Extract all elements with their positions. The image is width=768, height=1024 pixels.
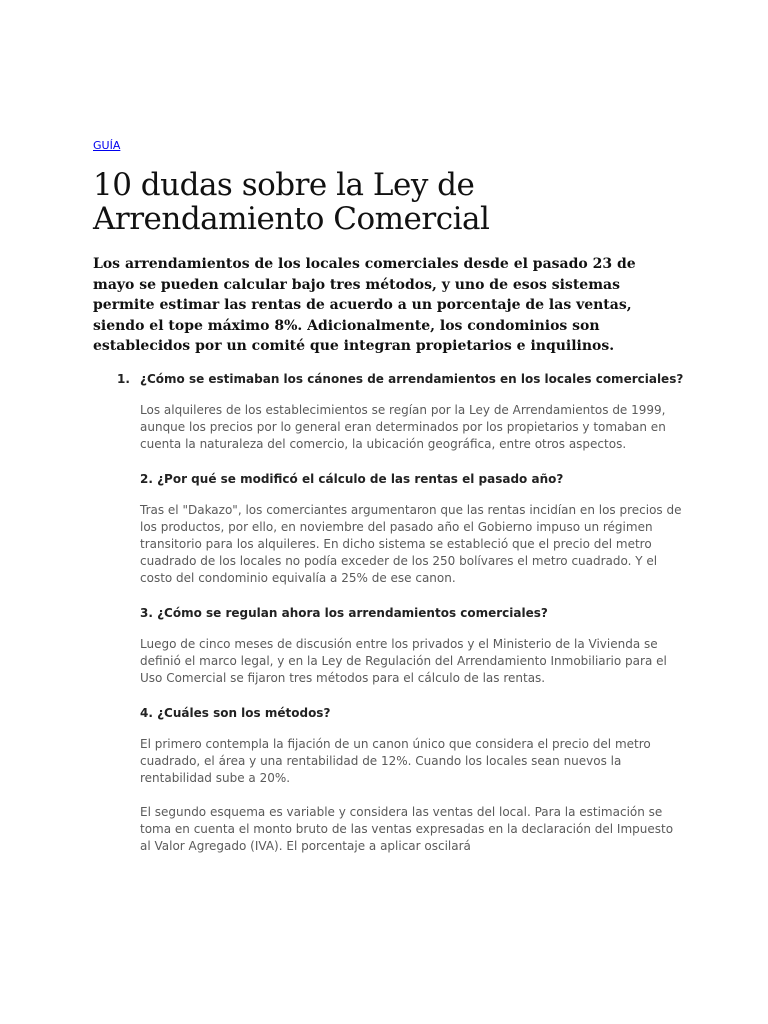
- qa-item-2: [140, 471, 685, 587]
- title-line-2: Arrendamiento Comercial: [93, 201, 490, 237]
- answer-4a: El primero contempla la fijación de un canon único que considera el precio del metro cuadrado, el área y una rentabilidad de 12%. Cuando los locales sean nuevos la rentabilidad sube a 20%.: [140, 736, 651, 785]
- article: [93, 136, 683, 855]
- qa-item-1: [117, 371, 685, 453]
- question-2: 2. ¿Por qué se modificó el cálculo de las rentas el pasado año?: [140, 471, 564, 486]
- answer-1: Los alquileres de los establecimientos se regían por la Ley de Arrendamientos de 1999, aunque los precios por lo general eran determinados por los propietarios y tomaban en cuenta la naturaleza del comercio, la ubicación geográfica, entre otros aspectos.: [140, 402, 666, 451]
- qa-item-4: [140, 705, 685, 855]
- question-3: 3. ¿Cómo se regulan ahora los arrendamientos comerciales?: [140, 605, 548, 620]
- article-lead: Los arrendamientos de los locales comerciales desde el pasado 23 de mayo se pueden calcular bajo tres métodos, y uno de esos sistemas permite estimar las rentas de acuerdo a un porcentaje de las ventas, siendo el tope máximo 8%. Adicionalmente, los condominios son establecidos por un comité que integran propietarios e inquilinos.: [93, 256, 636, 354]
- category-link[interactable]: GUÍA: [93, 139, 121, 152]
- article-title: [93, 168, 683, 236]
- answer-3: Luego de cinco meses de discusión entre los privados y el Ministerio de la Vivienda se definió el marco legal, y en la Ley de Regulación del Arrendamiento Inmobiliario para el Uso Comercial se fijaron tres métodos para el cálculo de las rentas.: [140, 636, 667, 685]
- question-4: 4. ¿Cuáles son los métodos?: [140, 705, 331, 720]
- title-line-1: 10 dudas sobre la Ley de: [93, 167, 475, 203]
- question-number: 1.: [117, 371, 130, 386]
- answer-2: Tras el "Dakazo", los comerciantes argumentaron que las rentas incidían en los precios de los productos, por ello, en noviembre del pasado año el Gobierno impuso un régimen transitorio para los alquileres. En dicho sistema se estableció que el precio del metro cuadrado de los locales no podía exceder de los 250 bolívares el metro cuadrado. Y el costo del condominio equivalía a 25% de ese canon.: [140, 502, 682, 585]
- qa-list: [93, 371, 685, 855]
- question-text: ¿Cómo se estimaban los cánones de arrendamientos en los locales comerciales?: [140, 371, 684, 386]
- qa-item-3: [140, 605, 685, 687]
- question-1: [117, 371, 685, 388]
- answer-4b: El segundo esquema es variable y considera las ventas del local. Para la estimación se toma en cuenta el monto bruto de las ventas expresadas en la declaración del Impuesto al Valor Agregado (IVA). El porcentaje a aplicar oscilará: [140, 804, 674, 853]
